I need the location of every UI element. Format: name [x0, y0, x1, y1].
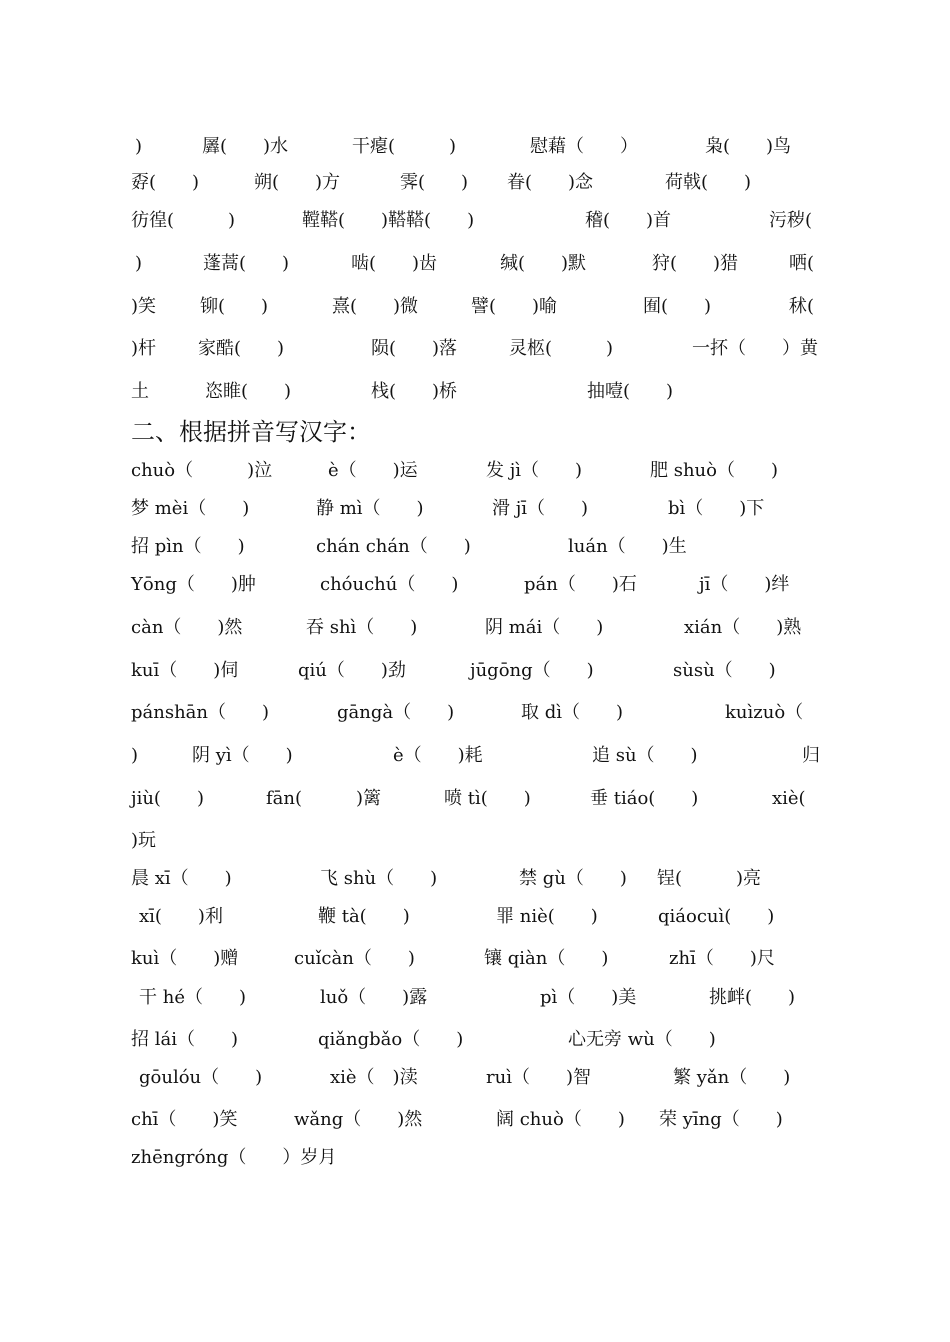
- list-item: zhēngróng（ ）岁月: [131, 1147, 337, 1168]
- list-item: 朔( )方: [254, 172, 341, 193]
- list-item: 秫(: [789, 296, 815, 317]
- list-item: pán（ )石: [524, 574, 637, 595]
- section2-line-5: [0, 613, 802, 643]
- list-item: chóuchú（ ): [320, 574, 459, 595]
- list-item: 一抔（ ）黄: [692, 338, 818, 359]
- section2-line-2: [0, 494, 765, 524]
- list-item: Yōng（ )肿: [131, 574, 256, 595]
- list-item: )玩: [131, 830, 157, 851]
- section1-line-2: [0, 168, 752, 198]
- list-item: xiè（ )渎: [330, 1067, 418, 1088]
- section1-line-1: [0, 132, 792, 162]
- list-item: ): [135, 253, 143, 274]
- list-item: zhī（ )尺: [669, 948, 775, 969]
- list-item: 吞 shì（ ): [306, 617, 418, 638]
- list-item: 鞭 tà( ): [318, 906, 410, 927]
- list-item: 发 jì（ ): [486, 460, 583, 481]
- list-item: xī( )利: [139, 906, 223, 927]
- list-item: qiǎngbǎo（ ): [318, 1029, 464, 1050]
- list-item: 锃( )亮: [657, 868, 762, 889]
- list-item: chán chán（ ): [316, 536, 471, 557]
- list-item: 家酷( ): [198, 338, 285, 359]
- list-item: qiáocuì( ): [658, 906, 775, 927]
- list-item: 熹( )微: [332, 296, 419, 317]
- list-item: 鞺鞳( )鞳鞳( ): [302, 210, 475, 231]
- list-item: ): [135, 136, 143, 157]
- list-item: 孬( ): [131, 172, 200, 193]
- list-item: bì（ )下: [668, 498, 765, 519]
- list-item: 挑衅( ): [709, 987, 796, 1008]
- list-item: 稽( )首: [585, 210, 672, 231]
- list-item: 灵柩( ): [509, 338, 614, 359]
- list-item: 干瘪( ): [352, 136, 457, 157]
- list-item: pánshān（ ): [131, 702, 270, 723]
- list-item: 霁( ): [400, 172, 469, 193]
- list-item: 羼( )水: [202, 136, 289, 157]
- list-item: qiú（ )劲: [298, 660, 406, 681]
- section1-line-7: [0, 377, 674, 407]
- list-item: 喷 tì( ): [444, 788, 531, 809]
- section2-line-11: [0, 864, 762, 894]
- list-item: 追 sù（ ): [592, 745, 698, 766]
- list-item: 归: [802, 745, 820, 766]
- list-item: 阴 mái（ ): [485, 617, 604, 638]
- list-item: 梦 mèi（ ): [131, 498, 250, 519]
- list-item: 铆( ): [200, 296, 269, 317]
- list-item: 荷戟( ): [665, 172, 752, 193]
- list-item: xiè(: [772, 788, 806, 809]
- section2-line-4: [0, 570, 790, 600]
- list-item: ): [131, 745, 139, 766]
- list-item: 蓬蒿( ): [203, 253, 290, 274]
- list-item: jūgōng（ ): [470, 660, 594, 681]
- list-item: càn（ )然: [131, 617, 243, 638]
- list-item: 静 mì（ ): [316, 498, 424, 519]
- list-item: 抽噎( ): [587, 381, 674, 402]
- list-item: wǎng（ )然: [294, 1109, 423, 1130]
- section-heading: 二、根据拼音写汉字：: [131, 418, 371, 446]
- list-item: chuò（ )泣: [131, 460, 273, 481]
- section2-line-6: [0, 656, 776, 686]
- list-item: 狩( )猎: [652, 253, 739, 274]
- list-item: 污秽(: [769, 210, 813, 231]
- list-item: 陨( )落: [371, 338, 458, 359]
- list-item: 干 hé（ ): [139, 987, 246, 1008]
- list-item: 囿( ): [643, 296, 712, 317]
- list-item: è（ )运: [328, 460, 418, 481]
- section2-line-9: [0, 784, 806, 814]
- list-item: 取 dì（ ): [521, 702, 624, 723]
- list-item: 缄( )默: [500, 253, 587, 274]
- section1-line-3: [0, 206, 813, 236]
- section2-line-16: [0, 1063, 791, 1093]
- list-item: gāngà（ ): [337, 702, 455, 723]
- section1-line-6: [0, 334, 818, 364]
- section2-line-8: [0, 741, 820, 771]
- list-item: 阔 chuò（ ): [496, 1109, 625, 1130]
- list-item: 繁 yǎn（ ): [673, 1067, 791, 1088]
- list-item: 罪 niè( ): [496, 906, 598, 927]
- list-item: kuìzuò（: [725, 702, 804, 723]
- list-item: )杆: [131, 338, 157, 359]
- list-item: luán（ )生: [568, 536, 687, 557]
- list-item: 啮( )齿: [351, 253, 438, 274]
- list-item: 飞 shù（ ): [320, 868, 438, 889]
- list-item: kuì（ )赠: [131, 948, 239, 969]
- section2-line-1: [0, 456, 779, 486]
- list-item: 譬( )喻: [471, 296, 558, 317]
- list-item: 禁 gù（ ): [519, 868, 627, 889]
- list-item: 阴 yì（ ): [192, 745, 293, 766]
- list-item: 镶 qiàn（ ): [484, 948, 609, 969]
- section2-line-3: [0, 532, 687, 562]
- list-item: 晨 xī（ ): [131, 868, 232, 889]
- list-item: sùsù（ ): [673, 660, 776, 681]
- list-item: 彷徨( ): [131, 210, 236, 231]
- list-item: kuī（ )伺: [131, 660, 239, 681]
- section2-line-10: [0, 826, 157, 856]
- list-item: fān( )篱: [266, 788, 382, 809]
- section1-line-5: [0, 292, 815, 322]
- list-item: 荣 yīng（ ): [659, 1109, 783, 1130]
- list-item: gōulóu（ ): [139, 1067, 263, 1088]
- list-item: 心无旁 wù（ ): [568, 1029, 716, 1050]
- section1-line-4: [0, 249, 815, 279]
- list-item: 垂 tiáo( ): [590, 788, 699, 809]
- list-item: 恣睢( ): [205, 381, 292, 402]
- list-item: 哂(: [789, 253, 815, 274]
- list-item: 肥 shuò（ ): [650, 460, 779, 481]
- section2-line-15: [0, 1025, 716, 1055]
- list-item: pì（ )美: [540, 987, 637, 1008]
- list-item: cuǐcàn（ ): [294, 948, 415, 969]
- list-item: 枭( )鸟: [705, 136, 792, 157]
- list-item: jiù( ): [131, 788, 204, 809]
- list-item: è（ )耗: [393, 745, 483, 766]
- list-item: xián（ )熟: [684, 617, 802, 638]
- list-item: 土: [131, 381, 149, 402]
- list-item: )笑: [131, 296, 157, 317]
- list-item: 慰藉（ ）: [530, 136, 638, 157]
- section2-line-14: [0, 983, 796, 1013]
- section2-line-17: [0, 1105, 783, 1135]
- section2-line-7: [0, 698, 804, 728]
- list-item: 招 lái（ ): [131, 1029, 238, 1050]
- list-item: 滑 jī（ ): [492, 498, 589, 519]
- list-item: luǒ（ )露: [320, 987, 428, 1008]
- section2-line-18: [0, 1143, 337, 1173]
- list-item: chī（ )笑: [131, 1109, 238, 1130]
- section2-line-12: [0, 902, 775, 932]
- list-item: 招 pìn（ ): [131, 536, 245, 557]
- section2-line-13: [0, 944, 775, 974]
- list-item: 栈( )桥: [371, 381, 458, 402]
- list-item: jī（ )绊: [699, 574, 790, 595]
- list-item: 眷( )念: [507, 172, 594, 193]
- list-item: ruì（ )智: [486, 1067, 591, 1088]
